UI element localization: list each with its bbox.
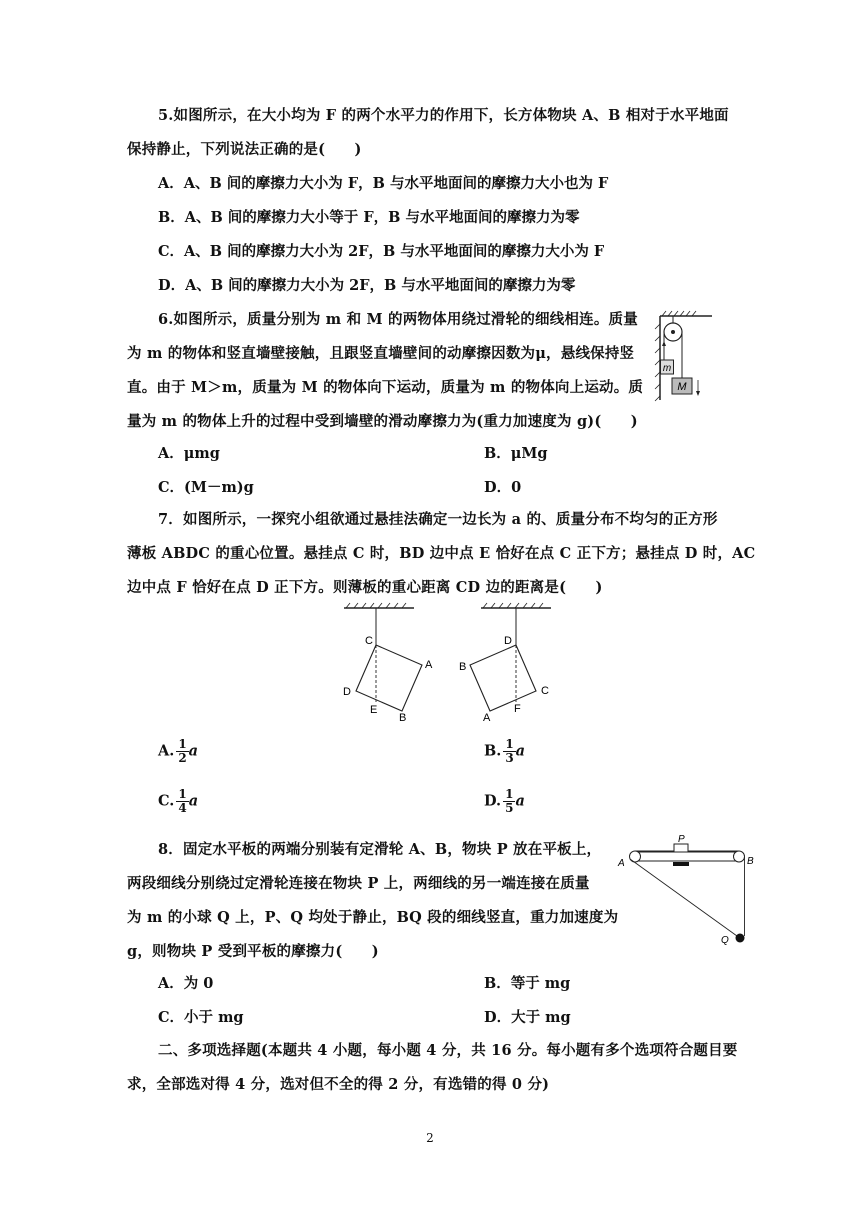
q7-fig1-label-b: B [399,712,407,724]
q8-figure-label-p: P [678,834,685,845]
q7-fig1-label-d: D [343,686,351,698]
q8-stem-line2: 两段细线分别绕过定滑轮连接在物块 P 上，两细线的另一端连接在质量 [127,875,590,892]
q6-stem-line4: 量为 m 的物体上升的过程中受到墙壁的滑动摩擦力为(重力加速度为 g)( ) [127,413,638,430]
q5-option-c: C．A、B 间的摩擦力大小为 2F，B 与水平地面间的摩擦力大小为 F [158,243,605,260]
q5-stem-line1: 5.如图所示，在大小均为 F 的两个水平力的作用下，长方体物块 A、B 相对于水平地面 [158,107,729,124]
q7-fig1-label-c: C [365,635,373,647]
q5-option-b: B．A、B 间的摩擦力大小等于 F，B 与水平地面间的摩擦力为零 [158,209,580,226]
q8-option-a: A．为 0 [158,975,214,992]
q7-option-b: B. $\frac{1}{3}$ a [484,737,526,765]
q8-stem-line3: 为 m 的小球 Q 上，P、Q 均处于静止，BQ 段的细线竖直，重力加速度为 [127,909,619,926]
q6-stem-line1: 6.如图所示，质量分别为 m 和 M 的两物体用绕过滑轮的细线相连。质量 [158,311,638,328]
q7-stem-line1: 7．如图所示，一探究小组欲通过悬挂法确定一边长为 a 的、质量分布不均匀的正方形 [158,511,718,528]
q6-figure-label-M: M [677,381,687,393]
q6-stem-line2: 为 m 的物体和竖直墙壁接触，且跟竖直墙壁间的动摩擦因数为μ，悬线保持竖 [127,345,635,362]
q8-figure-label-b: B [747,856,754,867]
q8-option-d: D．大于 mg [484,1009,571,1026]
q7-option-d: D. $\frac{1}{5}$ a [484,787,525,815]
q8-option-c: C．小于 mg [158,1009,244,1026]
q6-option-b: B．μMg [484,445,548,462]
q5-option-d: D．A、B 间的摩擦力大小为 2F，B 与水平地面间的摩擦力为零 [158,277,576,294]
q5-stem-line2: 保持静止，下列说法正确的是( ) [127,141,362,158]
q7-fig2-label-c: C [541,685,549,697]
q7-fig1-label-a: A [425,659,433,671]
page-number: 2 [426,1131,434,1145]
section2-heading-line1: 二、多项选择题(本题共 4 小题，每小题 4 分，共 16 分。每小题有多个选项符合题目要 [158,1042,738,1059]
q7-figure-hang-d [455,600,565,725]
q7-fig2-label-d: D [504,635,512,647]
q8-pulley-board-figure [615,832,765,952]
q7-fig1-label-e: E [370,704,378,716]
q8-stem-line4: g，则物块 P 受到平板的摩擦力( ) [127,943,379,960]
q5-option-a: A．A、B 间的摩擦力大小为 F，B 与水平地面间的摩擦力大小也为 F [158,175,609,192]
q8-figure-label-q: Q [721,935,729,946]
q6-option-a: A．μmg [158,445,220,462]
q7-figure-hang-c [330,600,440,725]
q6-option-c: C．(M－m)g [158,479,254,496]
q8-option-b: B．等于 mg [484,975,571,992]
q7-stem-line3: 边中点 F 恰好在点 D 正下方。则薄板的重心距离 CD 边的距离是( ) [127,579,603,596]
q6-stem-line3: 直。由于 M＞m，质量为 M 的物体向下运动，质量为 m 的物体向上运动。质 [127,379,644,396]
q7-stem-line2: 薄板 ABDC 的重心位置。悬挂点 C 时，BD 边中点 E 恰好在点 C 正下方；悬挂点 D 时，AC [127,545,756,562]
q8-figure-label-a: A [618,858,625,869]
q6-pulley-figure [650,310,720,402]
q7-fig2-label-f: F [514,703,521,715]
q7-option-c: C. $\frac{1}{4}$ a [158,787,199,815]
q6-figure-label-m: m [662,363,672,374]
section2-heading-line2: 求，全部选对得 4 分，选对但不全的得 2 分，有选错的得 0 分) [127,1076,550,1093]
q7-fig2-label-a: A [483,712,491,724]
q7-fig2-label-b: B [459,661,467,673]
q8-stem-line1: 8．固定水平板的两端分别装有定滑轮 A、B，物块 P 放在平板上， [158,841,602,858]
q7-option-a: A. $\frac{1}{2}$ a [158,737,199,765]
q6-option-d: D．0 [484,479,522,496]
